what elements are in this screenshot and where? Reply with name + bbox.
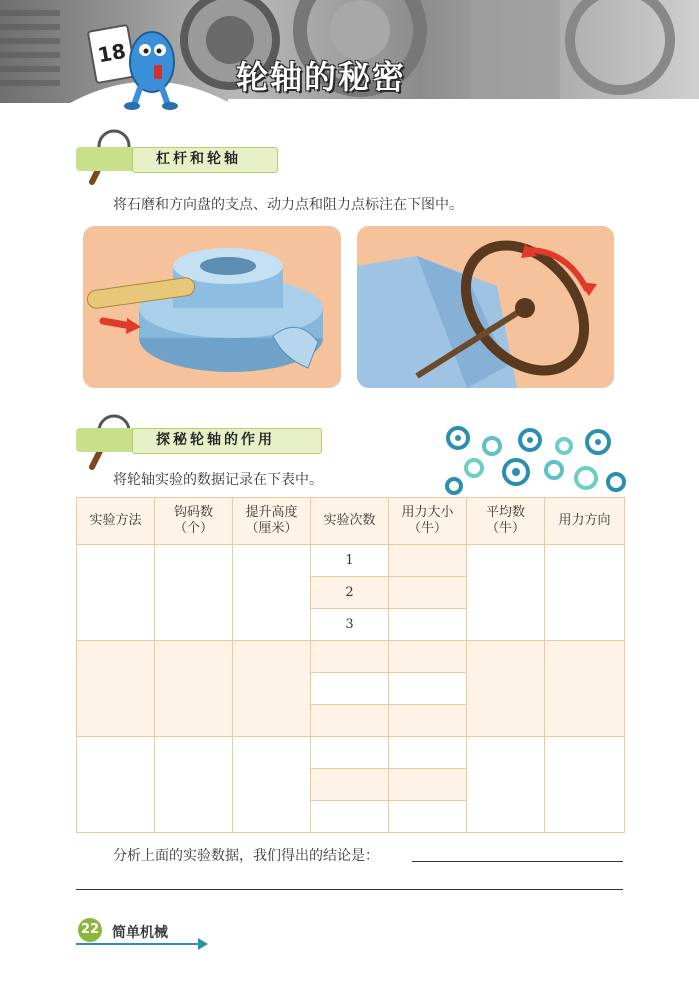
cell-trial[interactable] [311,641,389,673]
header-lift-height: 提升高度 （厘米） [233,498,311,545]
millstone-image [83,226,341,388]
lesson-title: 轮轴的秘密 [236,58,407,96]
answer-line[interactable] [412,861,623,862]
cell-force[interactable] [389,801,467,833]
page-footer [74,914,214,952]
cell-average[interactable] [467,737,545,833]
cell-force[interactable] [389,673,467,705]
cell-trial: 1 [311,545,389,577]
cell-lift-height[interactable] [233,545,311,641]
cell-force[interactable] [389,545,467,577]
table-row [77,641,625,673]
lesson-number: 18 [95,38,128,68]
cell-hook-count[interactable] [155,641,233,737]
section-heading-lever [76,143,276,175]
cell-trial[interactable] [311,801,389,833]
cell-method[interactable] [77,641,155,737]
cell-trial[interactable] [311,769,389,801]
cell-force[interactable] [389,577,467,609]
cell-lift-height[interactable] [233,641,311,737]
header-direction: 用力方向 [545,498,625,545]
cell-force[interactable] [389,705,467,737]
answer-line[interactable] [76,889,623,890]
cell-trial[interactable] [311,673,389,705]
cell-force[interactable] [389,769,467,801]
cell-lift-height[interactable] [233,737,311,833]
cell-hook-count[interactable] [155,737,233,833]
cell-trial: 2 [311,577,389,609]
gears-decoration-icon [436,424,626,498]
cell-direction[interactable] [545,545,625,641]
cell-average[interactable] [467,545,545,641]
conclusion-prompt: 分析上面的实验数据，我们得出的结论是： [113,848,379,864]
section-title: 杠杆和轮轴 [156,151,241,167]
table-row [77,737,625,769]
cell-trial[interactable] [311,705,389,737]
section-title: 探秘轮轴的作用 [156,432,275,448]
mascot-icon [70,10,230,110]
cell-hook-count[interactable] [155,545,233,641]
steering-wheel-image [357,226,614,388]
book-title: 简单机械 [112,925,168,941]
instruction-text: 将石磨和方向盘的支点、动力点和阻力点标注在下图中。 [113,197,463,213]
table-row [77,545,625,577]
header-method: 实验方法 [77,498,155,545]
cell-force[interactable] [389,609,467,641]
cell-direction[interactable] [545,641,625,737]
experiment-table [76,497,625,833]
header-average: 平均数 （牛） [467,498,545,545]
cell-method[interactable] [77,545,155,641]
cell-method[interactable] [77,737,155,833]
header-trial: 实验次数 [311,498,389,545]
cell-force[interactable] [389,737,467,769]
cell-trial[interactable] [311,737,389,769]
header-hook-count: 钩码数 （个） [155,498,233,545]
cell-force[interactable] [389,641,467,673]
cell-average[interactable] [467,641,545,737]
cell-trial: 3 [311,609,389,641]
cell-direction[interactable] [545,737,625,833]
instruction-text: 将轮轴实验的数据记录在下表中。 [113,472,323,488]
table-header-row [77,498,625,545]
section-heading-explore [76,424,320,456]
page-number: 22 [78,918,102,942]
header-force: 用力大小 （牛） [389,498,467,545]
